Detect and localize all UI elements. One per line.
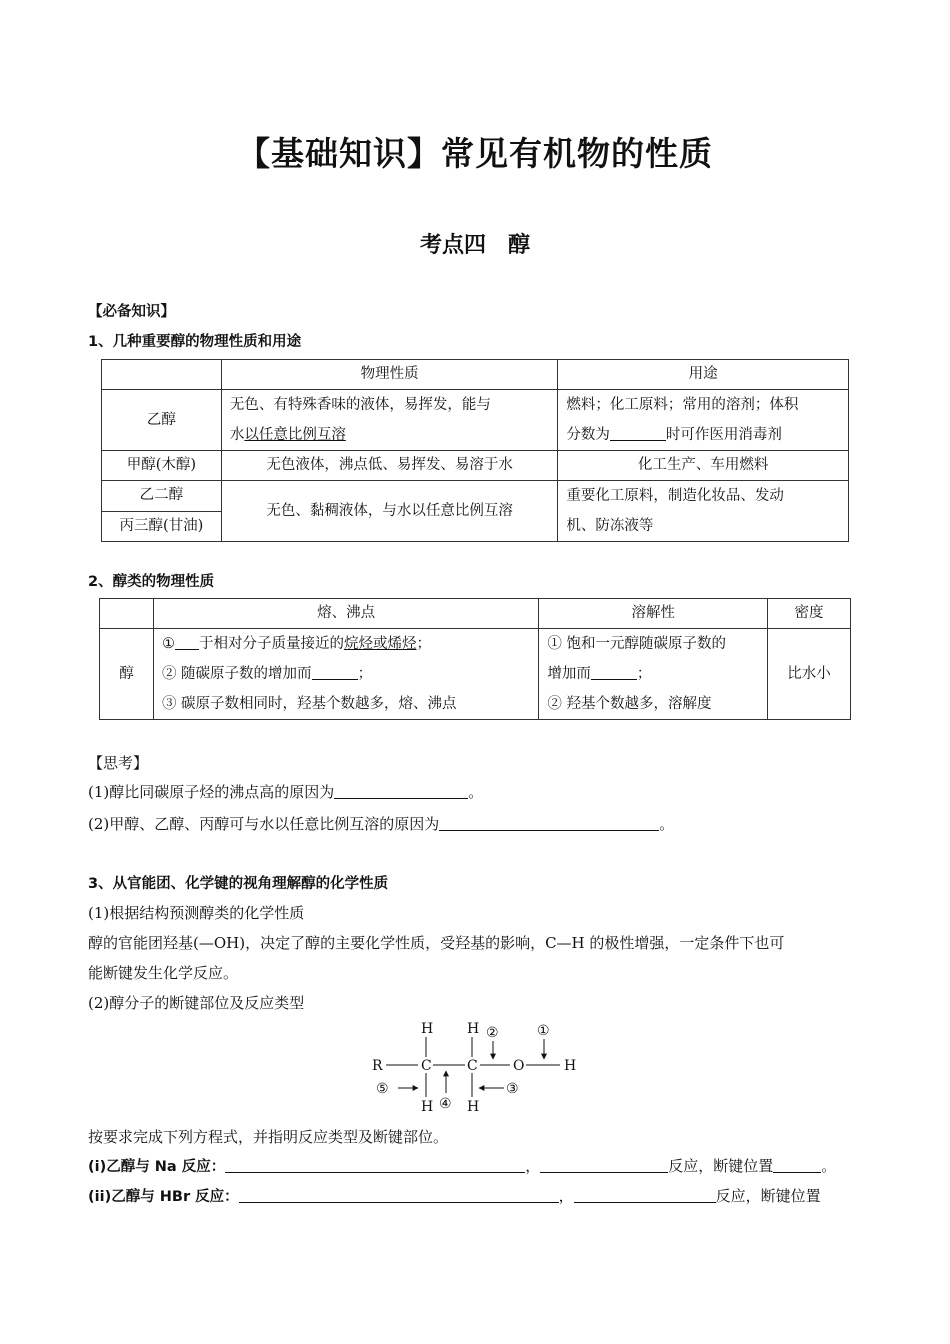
- methanol-uses: 化工生产、车用燃料: [558, 451, 849, 481]
- table-header-cell: 溶解性: [539, 599, 768, 629]
- fill-blank[interactable]: [239, 1187, 559, 1203]
- fill-blank[interactable]: [312, 664, 358, 680]
- solubility-cell: ① 饱和一元醇随碳原子数的 增加而 ； ② 羟基个数越多，溶解度: [539, 629, 768, 720]
- table-header-row: [102, 360, 849, 390]
- section-2-heading: 2、醇类的物理性质: [88, 574, 215, 590]
- atom-r: R: [372, 1058, 383, 1074]
- ethanol-uses: 燃料；化工原料；常用的溶剂；体积 分数为 时可作医用消毒剂: [558, 390, 849, 451]
- fill-blank[interactable]: [225, 1157, 525, 1173]
- methanol-properties: 无色液体，沸点低、易挥发、易溶于水: [221, 451, 558, 481]
- alcohol-uses-table: [101, 359, 849, 542]
- bond-marker-3: ③: [506, 1081, 519, 1097]
- section-3-paragraph: 能断键发生化学反应。: [88, 964, 239, 982]
- think-question-1: (1)醇比同碳原子烃的沸点高的原因为 。: [88, 783, 484, 801]
- fill-blank[interactable]: [773, 1157, 821, 1173]
- row-name-alcohol: 醇: [100, 629, 154, 720]
- table-header-row: [100, 599, 851, 629]
- melting-boiling-cell: ① 于相对分子质量接近的烷烃或烯烃； ② 随碳原子数的增加而 ； ③ 碳原子数相同时，羟基个数越多，熔、沸点: [153, 629, 538, 720]
- document-title: 【基础知识】常见有机物的性质: [237, 134, 713, 173]
- row-name-glycol: 乙二醇: [102, 481, 222, 512]
- row-name-glycerol: 丙三醇(甘油): [102, 511, 222, 542]
- table-row: [102, 451, 849, 481]
- table-header-cell: 用途: [558, 360, 849, 390]
- fill-blank[interactable]: [334, 783, 468, 799]
- bond-marker-5: ⑤: [376, 1081, 389, 1097]
- fill-blank[interactable]: [175, 634, 199, 650]
- task-ii: (ii)乙醇与 HBr 反应： ， 反应，断键位置: [88, 1187, 821, 1205]
- atom-h-bottom-2: H: [467, 1099, 480, 1115]
- table-row: [102, 390, 849, 451]
- fill-blank[interactable]: [439, 815, 659, 831]
- alcohol-bond-diagram: [360, 1015, 590, 1115]
- glycol-glycerol-properties: 无色、黏稠液体，与水以任意比例互溶: [221, 481, 558, 542]
- table-header-cell: [102, 360, 222, 390]
- ethanol-properties: 无色、有特殊香味的液体，易挥发，能与 水以任意比例互溶: [221, 390, 558, 451]
- bond-marker-2: ②: [486, 1025, 499, 1041]
- think-question-2: (2)甲醇、乙醇、丙醇可与水以任意比例互溶的原因为 。: [88, 815, 675, 833]
- table-header-cell: 熔、沸点: [153, 599, 538, 629]
- required-knowledge-heading: 【必备知识】: [88, 304, 175, 320]
- row-name-methanol: 甲醇(木醇): [102, 451, 222, 481]
- atom-h-top-2: H: [467, 1021, 480, 1037]
- bond-marker-4: ④: [439, 1096, 452, 1112]
- density-cell: 比水小: [768, 629, 851, 720]
- fill-blank[interactable]: [591, 664, 637, 680]
- atom-h-top-1: H: [421, 1021, 434, 1037]
- think-heading: 【思考】: [88, 754, 149, 772]
- alcohol-physical-table: [99, 598, 851, 720]
- atom-h-bottom-1: H: [421, 1099, 434, 1115]
- atom-c2: C: [467, 1058, 478, 1074]
- fill-blank[interactable]: [574, 1187, 716, 1203]
- task-i: (i)乙醇与 Na 反应： ， 反应，断键位置 。: [88, 1157, 837, 1175]
- atom-h-hydroxyl: H: [564, 1058, 577, 1074]
- section-3-heading: 3、从官能团、化学键的视角理解醇的化学性质: [88, 876, 389, 892]
- fill-blank[interactable]: [610, 425, 666, 441]
- bond-marker-1: ①: [537, 1023, 550, 1039]
- table-header-cell: 密度: [768, 599, 851, 629]
- atom-o: O: [513, 1058, 525, 1074]
- section-1-heading: 1、几种重要醇的物理性质和用途: [88, 334, 302, 350]
- table-row: [102, 481, 849, 512]
- table-header-cell: 物理性质: [221, 360, 558, 390]
- table-row: [100, 629, 851, 720]
- section-3-part-2: (2)醇分子的断键部位及反应类型: [88, 994, 305, 1012]
- section-3-paragraph: 醇的官能团羟基(—OH)，决定了醇的主要化学性质，受羟基的影响，C—H 的极性增强，一定条件下也可: [88, 934, 785, 952]
- section-subtitle: 考点四 醇: [419, 233, 530, 258]
- row-name-ethanol: 乙醇: [102, 390, 222, 451]
- section-3-part-1: (1)根据结构预测醇类的化学性质: [88, 904, 305, 922]
- tasks-intro: 按要求完成下列方程式，并指明反应类型及断键部位。: [88, 1128, 449, 1146]
- fill-blank[interactable]: [540, 1157, 668, 1173]
- glycol-glycerol-uses: 重要化工原料，制造化妆品、发动 机、防冻液等: [558, 481, 849, 542]
- table-header-cell: [100, 599, 154, 629]
- atom-c1: C: [421, 1058, 432, 1074]
